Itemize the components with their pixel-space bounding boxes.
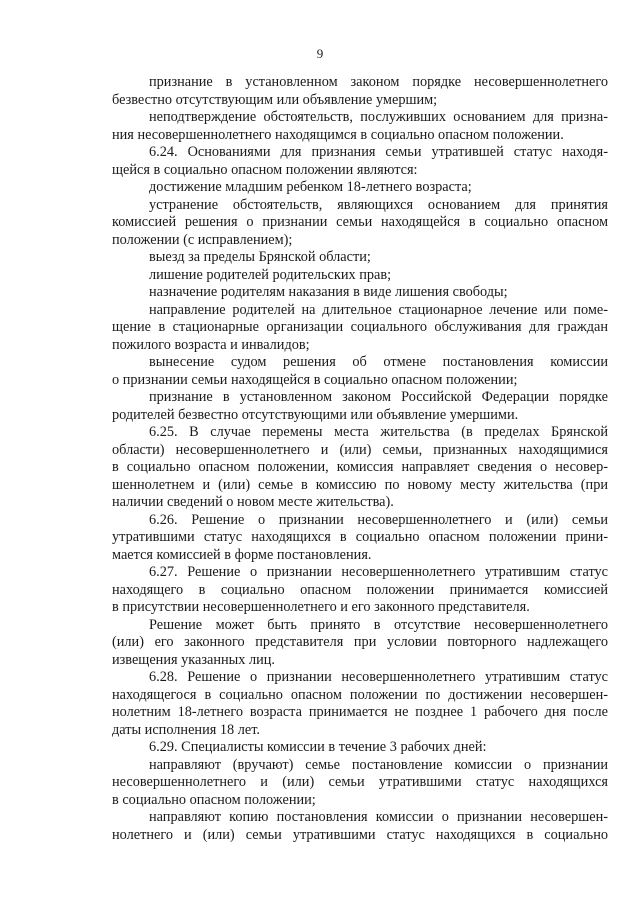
text-line: даты исполнения 18 лет. xyxy=(112,721,260,738)
text-line: щейся в социально опасном положении являются: xyxy=(112,161,418,178)
text-line: щение в стационарные организации социального обслуживания для граждан xyxy=(112,319,608,335)
text-line: комиссией решения о признании семьи находящейся в социально опасном xyxy=(112,214,608,230)
text-line: направляют (вручают) семье постановление комиссии о признании xyxy=(149,756,608,773)
document-body xyxy=(112,74,608,844)
text-line: направление родителей на длительное стационарное лечение или поме- xyxy=(149,301,608,318)
text-line: неподтверждение обстоятельств, послуживших основанием для призна- xyxy=(149,109,608,125)
text-line: 6.27. Решение о признании несовершеннолетнего утратившим статус xyxy=(149,564,608,580)
text-line: утратившими статус находящихся в социально опасном положении прини- xyxy=(112,529,608,545)
text-line: 6.25. В случае перемены места жительства (в пределах Брянской xyxy=(149,424,608,440)
text-line: мается комиссией в форме постановления. xyxy=(112,546,372,563)
text-line: 6.29. Специалисты комиссии в течение 3 рабочих дней: xyxy=(149,739,487,755)
text-line: области) несовершеннолетнего и (или) семьи, признанных находящимися xyxy=(112,441,608,458)
text-line: находящего в социально опасном положении принимается комиссией xyxy=(112,581,608,598)
page-number: 9 xyxy=(316,46,324,61)
text-line: достижение младшим ребенком 18-летнего возраста; xyxy=(149,179,472,195)
text-line: наличии сведений о новом месте жительства). xyxy=(112,494,394,510)
text-line: признание в установленном законом порядке несовершеннолетнего xyxy=(149,74,608,90)
text-line: направляют копию постановления комиссии о признании несовершен- xyxy=(149,809,608,825)
text-line: несовершеннолетнего и (или) семьи утратившими статус находящихся xyxy=(112,774,608,790)
text-line: Решение может быть принято в отсутствие несовершеннолетнего xyxy=(149,616,608,633)
text-line: 6.26. Решение о признании несовершеннолетнего и (или) семьи xyxy=(149,511,608,528)
text-line: нолетним 18-летнего возраста принимается не позднее 1 рабочего дня после xyxy=(112,704,608,720)
text-line: признание в установленном законом Российской Федерации порядке xyxy=(149,389,608,405)
text-line: извещения указанных лиц. xyxy=(112,651,275,668)
text-line: о признании семьи находящейся в социально опасном положении; xyxy=(112,371,518,388)
text-line: в присутствии несовершеннолетнего и его законного представителя. xyxy=(112,599,530,615)
text-line: вынесение судом решения об отмене постановления комиссии xyxy=(149,354,608,370)
text-line: в социально опасном положении; xyxy=(112,791,316,808)
text-line: шеннолетнем и (или) семье в комиссию по новому месту жительства (при xyxy=(112,476,608,493)
text-line: положении (с исправлением); xyxy=(112,231,293,248)
text-line: (или) его законного представителя при условии повторного надлежащего xyxy=(112,634,608,650)
text-line: устранение обстоятельств, являющихся основанием для принятия xyxy=(149,196,608,213)
text-line: 6.28. Решение о признании несовершеннолетнего утратившим статус xyxy=(149,669,608,685)
text-line: нолетнего и (или) семьи утратившими статус находящихся в социально xyxy=(112,826,608,843)
text-line: выезд за пределы Брянской области; xyxy=(149,249,371,265)
text-line: лишение родителей родительских прав; xyxy=(149,266,392,283)
text-line: находящегося в социально опасном положении по достижении несовершен- xyxy=(112,686,608,703)
text-line: пожилого возраста и инвалидов; xyxy=(112,336,310,353)
text-line: назначение родителям наказания в виде лишения свободы; xyxy=(149,284,508,300)
text-line: родителей безвестно отсутствующими или объявление умершими. xyxy=(112,406,519,423)
text-line: в социально опасном положении, комиссия направляет сведения о несовер- xyxy=(112,459,608,475)
text-line: безвестно отсутствующим или объявление умершим; xyxy=(112,91,438,108)
text-line: 6.24. Основаниями для признания семьи утратившей статус находя- xyxy=(149,144,608,160)
text-line: ния несовершеннолетнего находящимся в социально опасном положении. xyxy=(112,126,564,143)
